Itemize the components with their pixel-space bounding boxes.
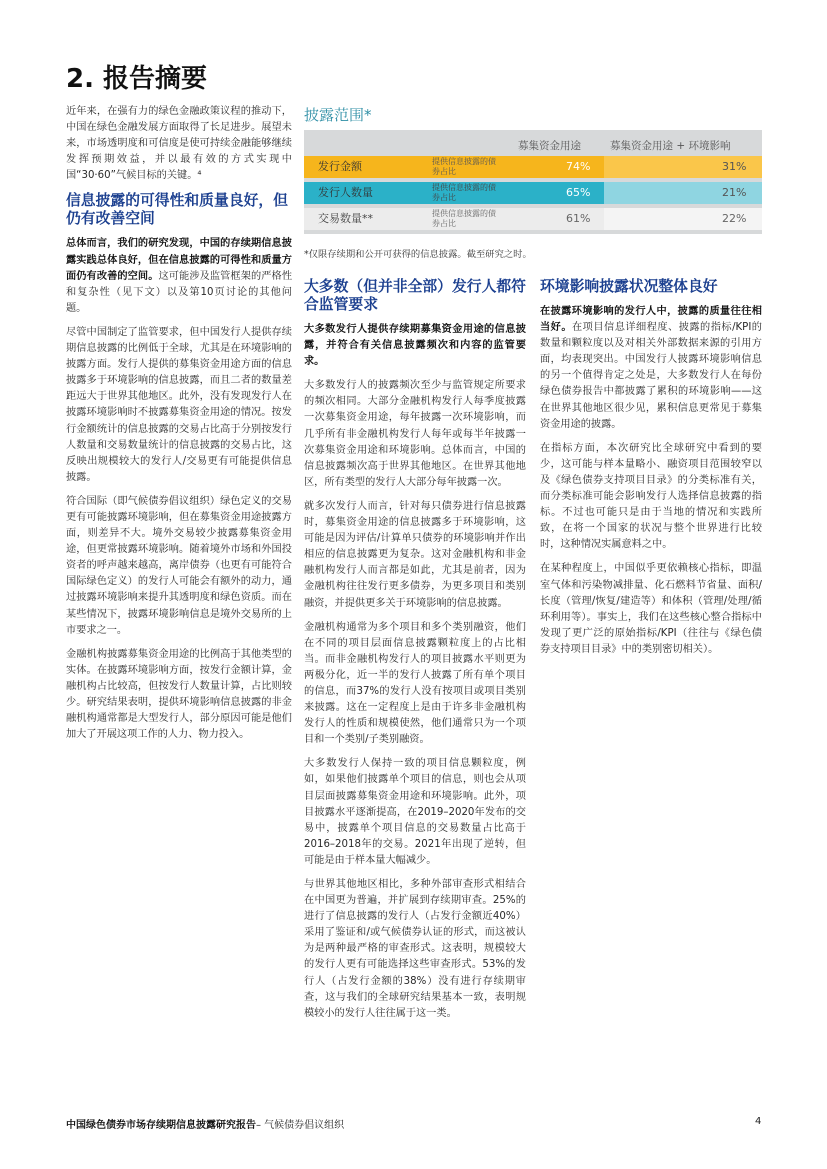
table-row [304, 156, 762, 178]
footer [66, 1116, 344, 1131]
footer-report-title: 中国绿色债券市场存续期信息披露研究报告 [66, 1120, 256, 1131]
row-label: 发行人数量 [318, 186, 373, 199]
paragraph: 与世界其他地区相比，多种外部审查形式相结合在中国更为普遍，并扩展到存续期审查。25%的进行了信息披露的发行人（占发行金额近40%）采用了鉴证和/或气候债券认证的形式，而这被认为是两种最严格的审查形式。这表明，规模较大的发行人更有可能选择这些审查形式。53%的发行人（占发行金额的38%）没有进行存续期审查，这与我们的全球研究结果基本一致，表明规模较小的发行人往往属于这一类。 [304, 879, 526, 1019]
bold-lead: 总体而言，我们的研究发现，中国的存续期信息披露实践总体良好，但在信息披露的可得性和质量方面仍有改善的空间。 [66, 238, 292, 282]
paragraph: 金融机构披露募集资金用途的比例高于其他类型的实体。在披露环境影响方面，按发行金额计算，金融机构占比较高，但按发行人数量计算，占比则较少。研究结果表明，提供环境影响信息披露的非金融机构通常都是大型发行人，部分原因可能是他们加大了开展这项工作的人力、物力投入。 [66, 648, 292, 741]
row-label: 交易数量** [318, 212, 373, 225]
section-heading: 信息披露的可得性和质量良好，但仍有改善空间 [66, 192, 288, 228]
paragraph: 大多数发行人的披露频次至少与监管规定所要求的频次相同。大部分金融机构发行人每季度披露一次募集资金用途，每年披露一次环境影响，而几乎所有非金融机构发行人每年或每半年披露一次募集资金用途和环境影响。总体而言，中国的信息披露频次高于世界其他地区。在世界其他地区，所有类型的发行人大部分每年披露一次。 [304, 380, 526, 488]
column-middle [304, 272, 526, 1030]
footer-org: – 气候债券倡议组织 [256, 1120, 345, 1131]
column-left [66, 104, 292, 751]
paragraph: 金融机构通常为多个项目和多个类别融资，他们在不同的项目层面信息披露颗粒度上的占比相当。而非金融机构发行人的项目披露水平则更为两极分化，近一半的发行人披露了所有单个项目的信息，而37%的发行人没有按项目或项目类别来披露。这在一定程度上是由于许多非金融机构发行人的性质和规模使然，他们通常只为一个项目和一个类别/子类别融资。 [304, 621, 526, 746]
section-heading: 环境影响披露状况整体良好 [540, 278, 718, 295]
row-sublabel: 提供信息披露的债券占比 [432, 157, 496, 176]
row-value-proceeds: 61% [566, 212, 591, 225]
paragraph: 尽管中国制定了监管要求，但中国发行人提供存续期信息披露的比例低于全球，尤其是在环境影响的披露方面。发行人提供的募集资金用途方面的信息披露多于环境影响的信息披露，而且二者的数量差距远大于世界其他地区。此外，没有发现发行人在披露环境影响时不披露募集资金用途的情况。按发行金额统计的信息披露的交易占比高于分别按发行人数量和交易数量统计的信息披露的交易占比，这反映出规模较大的发行人/交易更有可能提供信息披露。 [66, 326, 292, 483]
table-header-proceeds: 募集资金用途 [518, 140, 581, 152]
row-sublabel: 提供信息披露的债券占比 [432, 209, 496, 228]
row-value-proceeds: 65% [566, 186, 591, 199]
table-row [304, 208, 762, 230]
paragraph: 在指标方面，本次研究比全球研究中看到的要少，这可能与样本量略小、融资项目范围较窄以及《绿色债券支持项目目录》的分类标准有关，而分类标准可能会影响发行人选择信息披露的指标。不过也可能只是由于当地的情况和实践所致，在将一个国家的状况与整个世界进行比较时，这种情况实属意料之中。 [540, 442, 762, 551]
paragraph: 在某种程度上，中国似乎更依赖核心指标，即温室气体和污染物减排量、化石燃料节省量、面积/长度（管理/恢复/建造等）和体积（管理/处理/循环利用等）。事实上，我们在这些核心整合指标中发现了更广泛的原始指标/KPI（往往与《绿色债券支持项目目录》中的类别密切相关）。 [540, 563, 762, 655]
column-right [540, 272, 762, 666]
page-number: 4 [755, 1116, 762, 1127]
table-title: 披露范围* [304, 106, 372, 124]
bold-lead: 在披露环境影响的发行人中，披露的质量往往相当好。 [540, 306, 762, 334]
paragraph-text: 这可能涉及监管框架的严格性和复杂性（见下文）以及第10页讨论的其他问题。 [66, 270, 293, 314]
page-title: 2. 报告摘要 [66, 64, 208, 94]
row-value-impact: 31% [722, 160, 747, 173]
disclosure-table [304, 130, 762, 234]
paragraph: 大多数发行人保持一致的项目信息颗粒度，例如，如果他们披露单个项目的信息，则也会从项目层面披露募集资金用途和环境影响。此外，项目披露水平逐渐提高，在2019–2020年发布的交易中，披露单个项目信息的交易数量占比高于2016–2018年的交易。2021年出现了逆转，但可能是由于样本量大幅减少。 [304, 758, 526, 866]
row-value-impact: 21% [722, 186, 747, 199]
paragraph [540, 304, 762, 433]
paragraph-text: 在项目信息详细程度、披露的指标/KPI的数量和颗粒度以及对相关外部数据来源的引用方面，均表现突出。中国发行人披露环境影响信息的另一个值得肯定之处是，大多数发行人在每份绿色债券报告中都披露了累积的环境影响——这在世界其他地区很少见，累积信息更常见于募集资金用途的披露。 [540, 322, 762, 430]
row-value-proceeds: 74% [566, 160, 591, 173]
intro-paragraph: 近年来，在强有力的绿色金融政策议程的推动下，中国在绿色金融发展方面取得了长足进步。展望未来，市场透明度和可信度是使可持续金融能够继续发挥预期效益，并以最有效的方式实现中国“30·60”气候目标的关键。⁴ [66, 106, 292, 182]
table-header-proceeds-impact: 募集资金用途 + 环境影响 [610, 140, 731, 152]
paragraph [66, 236, 292, 316]
paragraph: 就多次发行人而言，针对每只债券进行信息披露时，募集资金用途的信息披露多于环境影响，这可能是因为评估/计算单只债券的环境影响并作出相应的信息披露更为复杂。这对金融机构和非金融机构发行人而言都是如此，尤其是前者，因为金融机构往往发行更多债券，为更多项目和类别融资，并提供更多关于环境影响的信息披露。 [304, 500, 526, 609]
section-heading: 大多数（但并非全部）发行人都符合监管要求 [304, 278, 526, 313]
bold-lead: 大多数发行人提供存续期募集资金用途的信息披露，并符合有关信息披露频次和内容的监管要求。 [304, 324, 526, 368]
row-label: 发行金额 [318, 160, 362, 173]
table-row [304, 182, 762, 204]
row-value-impact: 22% [722, 212, 747, 225]
paragraph: 符合国际（即气候债券倡议组织）绿色定义的交易更有可能披露环境影响，但在募集资金用途披露方面，则差异不大。境外交易较少披露募集资金用途，但更常披露环境影响。随着境外市场和外国投资者的呼声越来越高，离岸债券（也更有可能符合国际绿色定义）的发行人可能会有额外的动力，通过披露环境影响来提升其透明度和绿色资质。而在某些情况下，披露环境影响信息是境外交易所的上市要求之一。 [66, 495, 292, 636]
row-sublabel: 提供信息披露的债券占比 [432, 183, 496, 202]
table-footnote: *仅限存续期和公开可获得的信息披露。截至研究之时。 [304, 249, 532, 260]
